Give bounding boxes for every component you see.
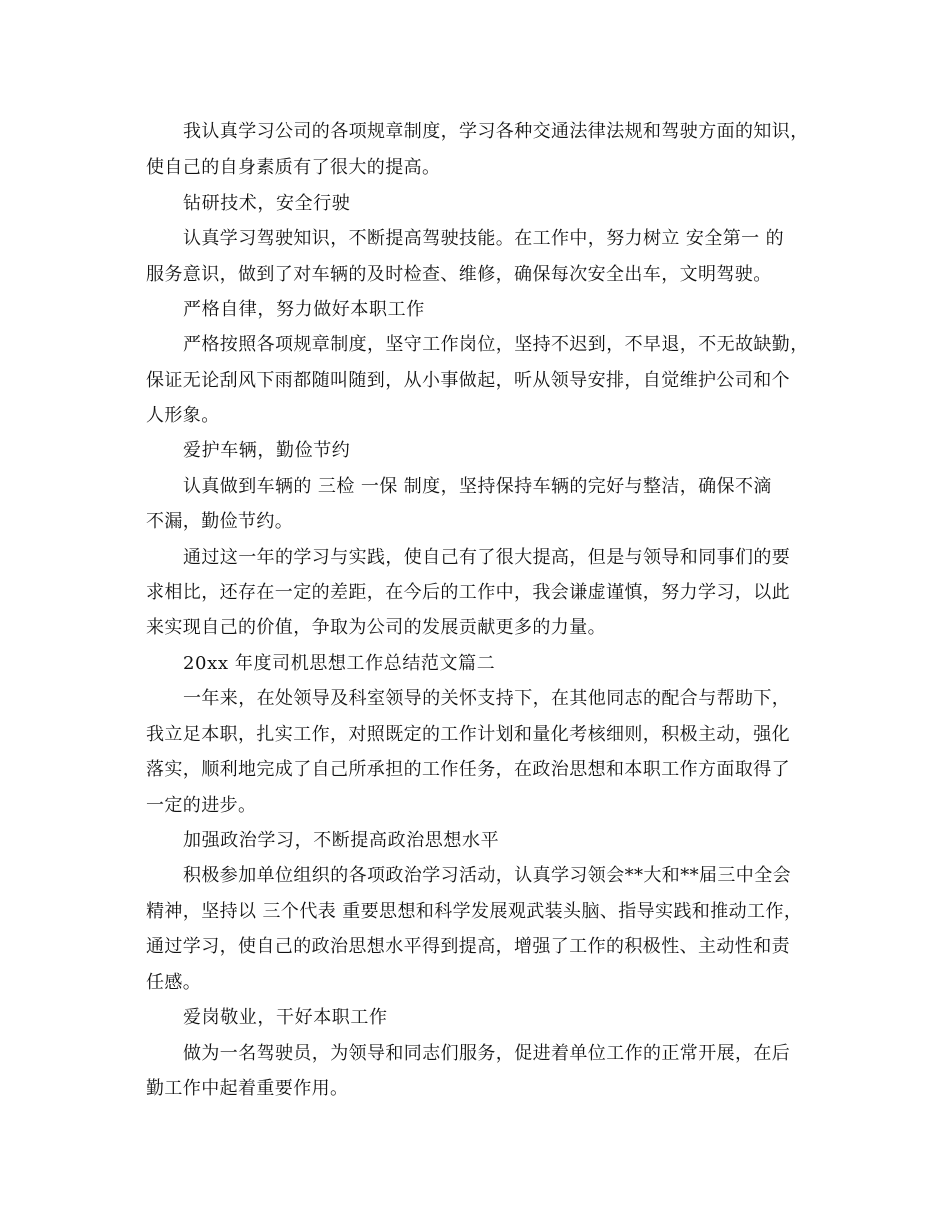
paragraph-line: 不漏，勤俭节约。 (146, 511, 294, 532)
paragraph-line: 做为一名驾驶员，为领导和同志们服务，促进着单位工作的正常开展，在后 (183, 1043, 791, 1064)
section-heading: 加强政治学习，不断提高政治思想水平 (183, 830, 500, 851)
paragraph-line: 精神，坚持以 三个代表 重要思想和科学发展观武装头脑、指导实践和推动工作， (146, 901, 803, 922)
paragraph-line: 落实，顺利地完成了自己所承担的工作任务，在政治思想和本职工作方面取得了 (146, 759, 790, 780)
paragraph-line: 我立足本职，扎实工作，对照既定的工作计划和量化考核细则，积极主动，强化 (146, 724, 790, 745)
paragraph-line: 来实现自己的价值，争取为公司的发展贡献更多的力量。 (146, 617, 606, 638)
paragraph-line: 勤工作中起着重要作用。 (146, 1078, 349, 1099)
section-heading: 爱护车辆，勤俭节约 (183, 440, 351, 461)
paragraph-line: 认真学习驾驶知识，不断提高驾驶技能。在工作中，努力树立 安全第一 的 (183, 228, 785, 249)
article-title: 20xx 年度司机思想工作总结范文篇二 (183, 653, 496, 674)
paragraph-line: 求相比，还存在一定的差距，在今后的工作中，我会谦虚谨慎，努力学习，以此 (146, 582, 790, 603)
paragraph-line: 服务意识，做到了对车辆的及时检查、维修，确保每次安全出车，文明驾驶。 (146, 264, 772, 285)
paragraph-line: 保证无论刮风下雨都随叫随到，从小事做起，听从领导安排，自觉维护公司和个 (146, 370, 790, 391)
paragraph-line: 一年来，在处领导及科室领导的关怀支持下，在其他同志的配合与帮助下， (183, 688, 791, 709)
paragraph-line: 一定的进步。 (146, 795, 257, 816)
paragraph-line: 通过这一年的学习与实践，使自己有了很大提高，但是与领导和同事们的要 (183, 547, 791, 568)
paragraph-line: 积极参加单位组织的各项政治学习活动，认真学习领会**大和**届三中全会 (183, 865, 791, 886)
paragraph-line: 任感。 (146, 972, 202, 993)
section-heading: 爱岗敬业，干好本职工作 (183, 1007, 388, 1028)
paragraph-line: 人形象。 (146, 405, 220, 426)
paragraph-line: 使自己的自身素质有了很大的提高。 (146, 157, 441, 178)
paragraph-line: 通过学习，使自己的政治思想水平得到提高，增强了工作的积极性、主动性和责 (146, 936, 790, 957)
paragraph-line: 我认真学习公司的各项规章制度，学习各种交通法律法规和驾驶方面的知识， (183, 121, 809, 142)
paragraph-line: 认真做到车辆的 三检 一保 制度，坚持保持车辆的完好与整洁，确保不滴 (183, 476, 772, 497)
section-heading: 严格自律，努力做好本职工作 (183, 299, 425, 320)
section-heading: 钻研技术，安全行驶 (183, 193, 351, 214)
paragraph-line: 严格按照各项规章制度，坚守工作岗位，坚持不迟到，不早退，不无故缺勤， (183, 334, 809, 355)
